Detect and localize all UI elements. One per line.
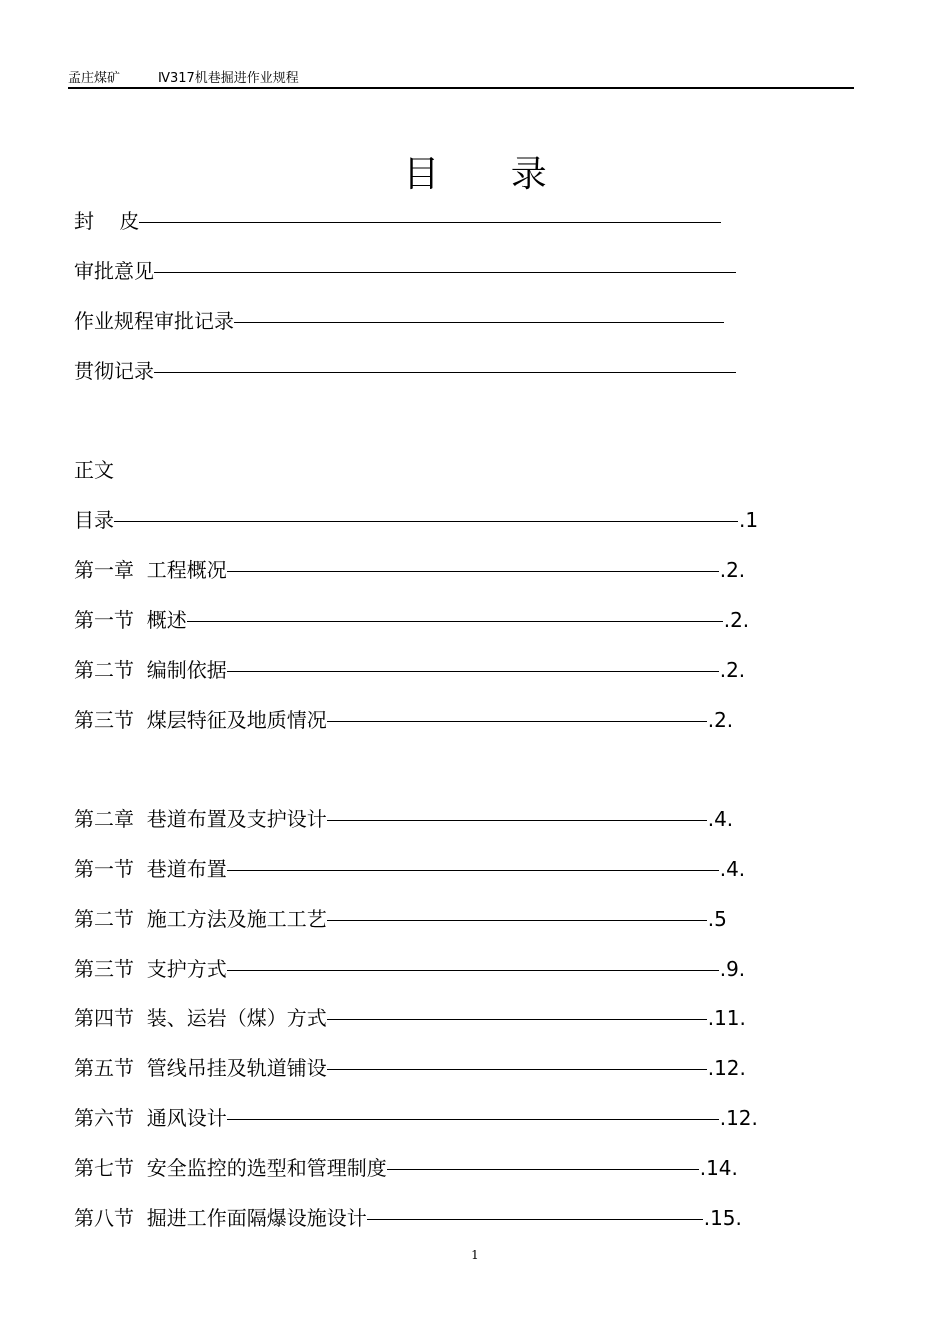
toc-entry[interactable] [74, 954, 745, 984]
page-title: 目 录 [403, 154, 577, 195]
entry-label: 第八节 掘进工作面隔爆设施设计 [74, 1206, 367, 1230]
toc-entry[interactable] [74, 1103, 758, 1133]
entry-label: 第一节 巷道布置 [74, 857, 227, 881]
front-matter-item [74, 206, 721, 236]
toc-entry[interactable] [74, 854, 745, 884]
toc-entry[interactable] [74, 555, 745, 585]
leader-line [234, 322, 724, 323]
entry-page: .11. [707, 1006, 746, 1030]
entry-label: 第一节 概述 [74, 608, 187, 632]
leader-line [154, 372, 736, 373]
entry-label: 审批意见 [74, 259, 154, 283]
front-matter-item [74, 356, 736, 386]
entry-page: .2. [707, 708, 734, 732]
leader-line [227, 671, 719, 672]
leader-line [227, 970, 719, 971]
page-header [68, 66, 854, 89]
toc-entry[interactable] [74, 1203, 742, 1233]
leader-line [327, 920, 707, 921]
leader-line [367, 1219, 703, 1220]
leader-line [227, 1119, 719, 1120]
entry-page: .12. [707, 1056, 746, 1080]
front-matter-item [74, 306, 724, 336]
entry-page: .14. [699, 1156, 738, 1180]
toc-entry[interactable] [74, 605, 749, 635]
header-company: 孟庄煤矿 [68, 71, 121, 86]
page-number: 1 [471, 1248, 479, 1262]
toc-entry[interactable] [74, 1153, 738, 1183]
toc-entry[interactable] [74, 1053, 746, 1083]
entry-label: 第七节 安全监控的选型和管理制度 [74, 1156, 387, 1180]
front-matter-item [74, 256, 736, 286]
leader-line [327, 721, 707, 722]
leader-line [227, 571, 719, 572]
leader-line [154, 272, 736, 273]
entry-page: .2. [719, 558, 746, 582]
toc-entry[interactable] [74, 804, 733, 834]
entry-label: 第二章 巷道布置及支护设计 [74, 807, 327, 831]
entry-page: .5 [707, 907, 727, 931]
entry-label: 第三节 煤层特征及地质情况 [74, 708, 327, 732]
toc-entry[interactable] [74, 655, 745, 685]
entry-page: .15. [703, 1206, 742, 1230]
leader-line [114, 521, 738, 522]
leader-line [327, 1069, 707, 1070]
entry-label: 贯彻记录 [74, 359, 154, 383]
entry-page: .2. [719, 658, 746, 682]
entry-page: .1 [739, 508, 759, 532]
entry-label: 封 皮 [74, 209, 140, 233]
toc-entry[interactable] [74, 505, 758, 535]
entry-page: .9. [719, 957, 746, 981]
entry-label: 作业规程审批记录 [74, 309, 234, 333]
entry-label: 第二节 施工方法及施工工艺 [74, 907, 327, 931]
entry-label: 第一章 工程概况 [74, 558, 227, 582]
leader-line [387, 1169, 699, 1170]
entry-page: .12. [719, 1106, 758, 1130]
entry-page: .4. [707, 807, 734, 831]
leader-line [227, 870, 719, 871]
entry-page: .4. [719, 857, 746, 881]
leader-line [187, 621, 723, 622]
leader-line [139, 222, 721, 223]
entry-label: 第二节 编制依据 [74, 658, 227, 682]
leader-line [327, 820, 707, 821]
toc-entry[interactable] [74, 904, 727, 934]
entry-label: 第六节 通风设计 [74, 1106, 227, 1130]
toc-entry[interactable] [74, 1003, 746, 1033]
entry-label: 第五节 管线吊挂及轨道铺设 [74, 1056, 327, 1080]
header-document-title: Ⅳ317机巷掘进作业规程 [158, 71, 299, 86]
entry-page: .2. [723, 608, 750, 632]
entry-label: 目录 [74, 508, 114, 532]
toc-entry[interactable] [74, 705, 733, 735]
leader-line [327, 1019, 707, 1020]
entry-label: 第四节 装、运岩（煤）方式 [74, 1006, 327, 1030]
section-label: 正文 [74, 458, 114, 482]
entry-label: 第三节 支护方式 [74, 957, 227, 981]
